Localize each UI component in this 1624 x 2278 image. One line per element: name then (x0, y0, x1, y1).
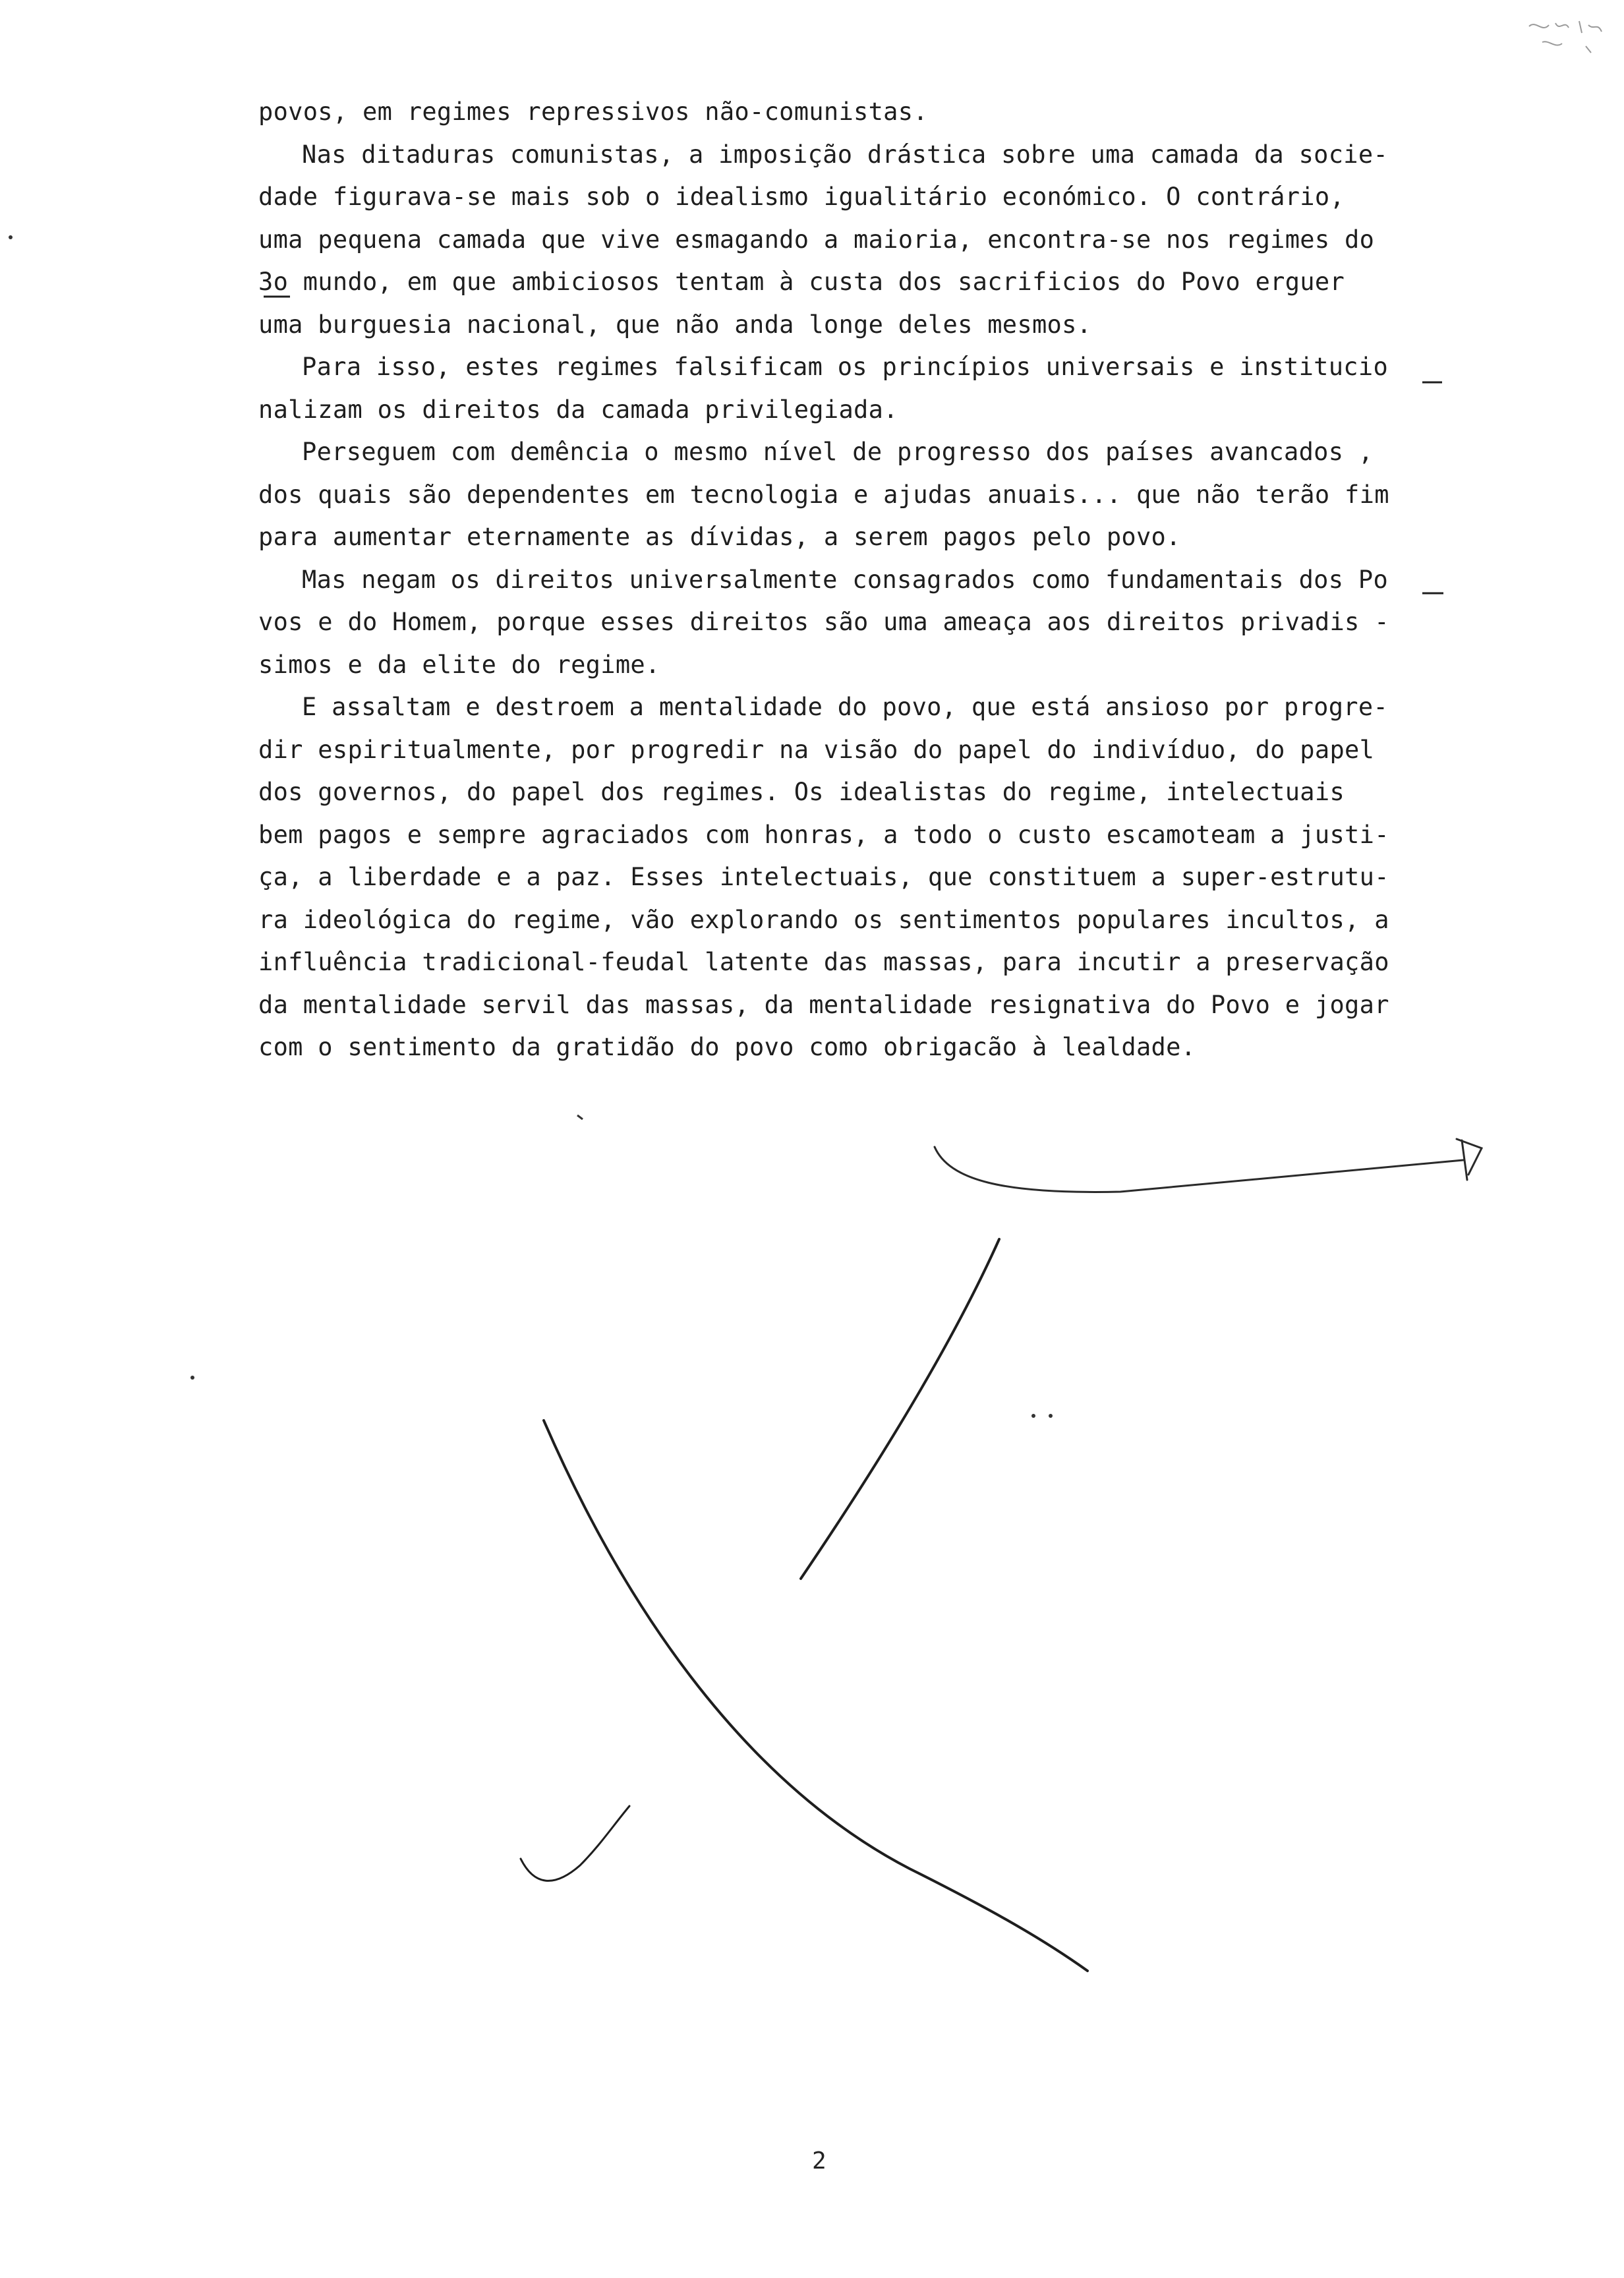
text-line: influência tradicional-feudal latente das massas, para incutir a preservação (258, 948, 1389, 976)
text-line: povos, em regimes repressivos não-comunistas. (258, 98, 928, 126)
cancel-hook (521, 1806, 629, 1881)
text-line: simos e da elite do regime. (258, 650, 660, 679)
stray-dot (1031, 1414, 1035, 1418)
text-line: dos governos, do papel dos regimes. Os idealistas do regime, intelectuais (258, 778, 1345, 806)
text-line: dos quais são dependentes em tecnologia e ajudas anuais... que não terão fim (258, 480, 1389, 509)
text-line: uma burguesia nacional, que não anda longe deles mesmos. (258, 310, 1092, 339)
text-line: para aumentar eternamente as dívidas, a serem pagos pelo povo. (258, 523, 1181, 551)
corner-scribble (1522, 13, 1615, 59)
text-line: com o sentimento da gratidão do povo como obrigacão à lealdade. (258, 1033, 1196, 1061)
text-line: Perseguem com demência o mesmo nível de progresso dos países avancados , (302, 438, 1374, 466)
text-line: dade figurava-se mais sob o idealismo igualitário económico. O contrário, (258, 183, 1345, 211)
text-line: 3o mundo, em que ambiciosos tentam à custa dos sacrificios do Povo erguer (258, 268, 1345, 296)
cancel-stroke-left (544, 1420, 1088, 1971)
stray-dot (1049, 1414, 1053, 1418)
text-line: uma pequena camada que vive esmagando a maioria, encontra-se nos regimes do (258, 225, 1375, 254)
arrow-mark (1457, 1139, 1482, 1180)
text-line: bem pagos e sempre agraciados com honras, a todo o custo escamoteam a justi- (258, 820, 1389, 849)
page-number: 2 (812, 2147, 826, 2175)
text-line: da mentalidade servil das massas, da mentalidade resignativa do Povo e jogar (258, 990, 1389, 1019)
stray-dot (9, 235, 13, 239)
closing-stroke (935, 1147, 1463, 1192)
text-line: vos e do Homem, porque esses direitos são uma ameaça aos direitos privadis - (258, 608, 1389, 636)
cancel-stroke-right (801, 1239, 999, 1579)
text-line: dir espiritualmente, por progredir na visão do papel do indivíduo, do papel (258, 735, 1375, 764)
text-line: Mas negam os direitos universalmente consagrados como fundamentais dos Po (302, 565, 1389, 594)
text-line: Nas ditaduras comunistas, a imposição drástica sobre uma camada da socie- (302, 140, 1389, 169)
text-line: nalizam os direitos da camada privilegiada. (258, 395, 898, 424)
text-line: E assaltam e destroem a mentalidade do povo, que está ansioso por progre- (302, 693, 1389, 721)
typed-body-text (258, 91, 1451, 1069)
text-line: ça, a liberdade e a paz. Esses intelectuais, que constituem a super-estrutu- (258, 863, 1389, 891)
text-line: ra ideológica do regime, vão explorando os sentimentos populares incultos, a (258, 905, 1389, 934)
stray-dot (190, 1376, 194, 1380)
stray-tick (577, 1115, 583, 1119)
text-line: Para isso, estes regimes falsificam os princípios universais e institucio (302, 353, 1389, 381)
